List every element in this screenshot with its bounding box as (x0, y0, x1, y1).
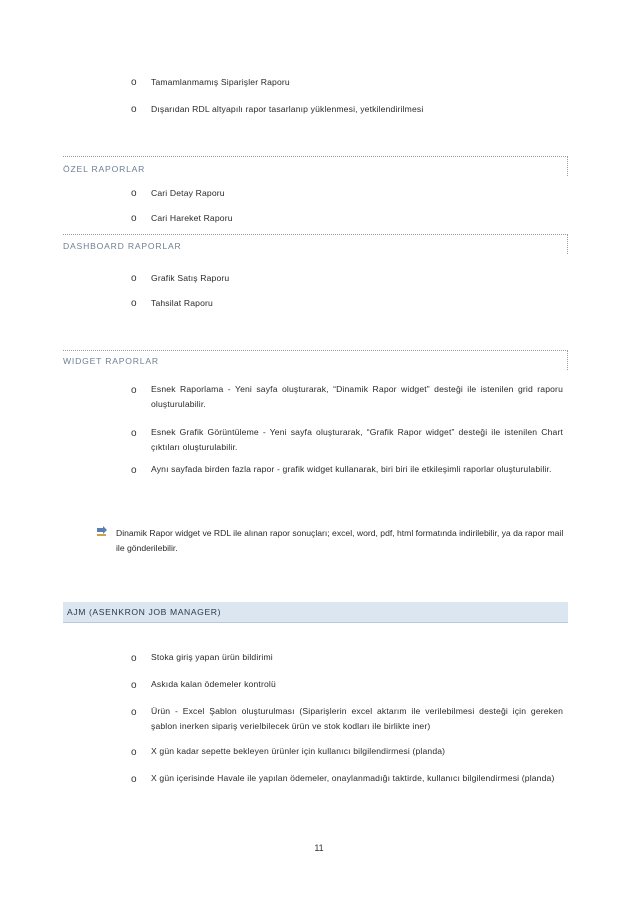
list-bullet: o (131, 77, 137, 88)
list-bullet: o (131, 465, 137, 476)
section-divider (63, 234, 568, 235)
list-item: X gün içerisinde Havale ile yapılan ödemeler, onaylanmadığı taktirde, kullanıcı bilgilendirmesi (planda) (151, 773, 555, 783)
list-item: Askıda kalan ödemeler kontrolü (151, 679, 276, 689)
list-item: Cari Detay Raporu (151, 188, 225, 198)
page-number: 11 (314, 843, 324, 853)
list-item: Aynı sayfada birden fazla rapor - grafik widget kullanarak, biri biri ile etkileşimli raporlar oluşturulabilir. (151, 464, 552, 474)
section-heading-dashboard: DASHBOARD RAPORLAR (63, 241, 182, 251)
section-heading-ozel: ÖZEL RAPORLAR (63, 164, 146, 174)
list-bullet: o (131, 428, 137, 439)
ajm-heading-bar (63, 602, 568, 623)
arrow-bullet-icon (96, 526, 108, 538)
list-bullet: o (131, 385, 137, 396)
list-bullet: o (131, 273, 137, 284)
section-heading-widget: WIDGET RAPORLAR (63, 356, 159, 366)
section-heading-ajm: AJM (ASENKRON JOB MANAGER) (67, 607, 222, 617)
list-item: X gün kadar sepette bekleyen ürünler için kullanıcı bilgilendirmesi (planda) (151, 746, 446, 756)
list-bullet: o (131, 747, 137, 758)
list-item: Esnek Grafik Görüntüleme - Yeni sayfa oluşturarak, “Grafik Rapor widget” desteği ile istenilen Chart çıktıları oluşturulabilir. (151, 427, 563, 452)
list-item: Dışarıdan RDL altyapılı rapor tasarlanıp yüklenmesi, yetkilendirilmesi (151, 104, 424, 114)
list-bullet: o (131, 707, 137, 718)
list-item: Tamamlanmamış Siparişler Raporu (151, 77, 290, 87)
list-bullet: o (131, 298, 137, 309)
list-bullet: o (131, 213, 137, 224)
list-item: Grafik Satış Raporu (151, 273, 230, 283)
list-item: Ürün - Excel Şablon oluşturulması (Siparişlerin excel aktarım ile verilebilmesi desteği için gereken şablon inerken sipariş verielbilecek ürün ve stok kodları ile birlikte iner) (151, 706, 563, 731)
list-bullet: o (131, 774, 137, 785)
section-divider (63, 350, 568, 351)
list-bullet: o (131, 680, 137, 691)
list-item: Tahsilat Raporu (151, 298, 213, 308)
list-bullet: o (131, 104, 137, 115)
note-text: Dinamik Rapor widget ve RDL ile alınan rapor sonuçları; excel, word, pdf, html formatında indirilebilir, ya da rapor mail ile gönderilebilir. (116, 528, 564, 553)
list-item: Esnek Raporlama - Yeni sayfa oluşturarak, “Dinamik Rapor widget” desteği ile istenilen grid raporu oluşturulabilir. (151, 384, 563, 409)
list-bullet: o (131, 653, 137, 664)
list-bullet: o (131, 188, 137, 199)
list-item: Stoka giriş yapan ürün bildirimi (151, 652, 273, 662)
section-divider (63, 156, 568, 157)
list-item: Cari Hareket Raporu (151, 213, 233, 223)
